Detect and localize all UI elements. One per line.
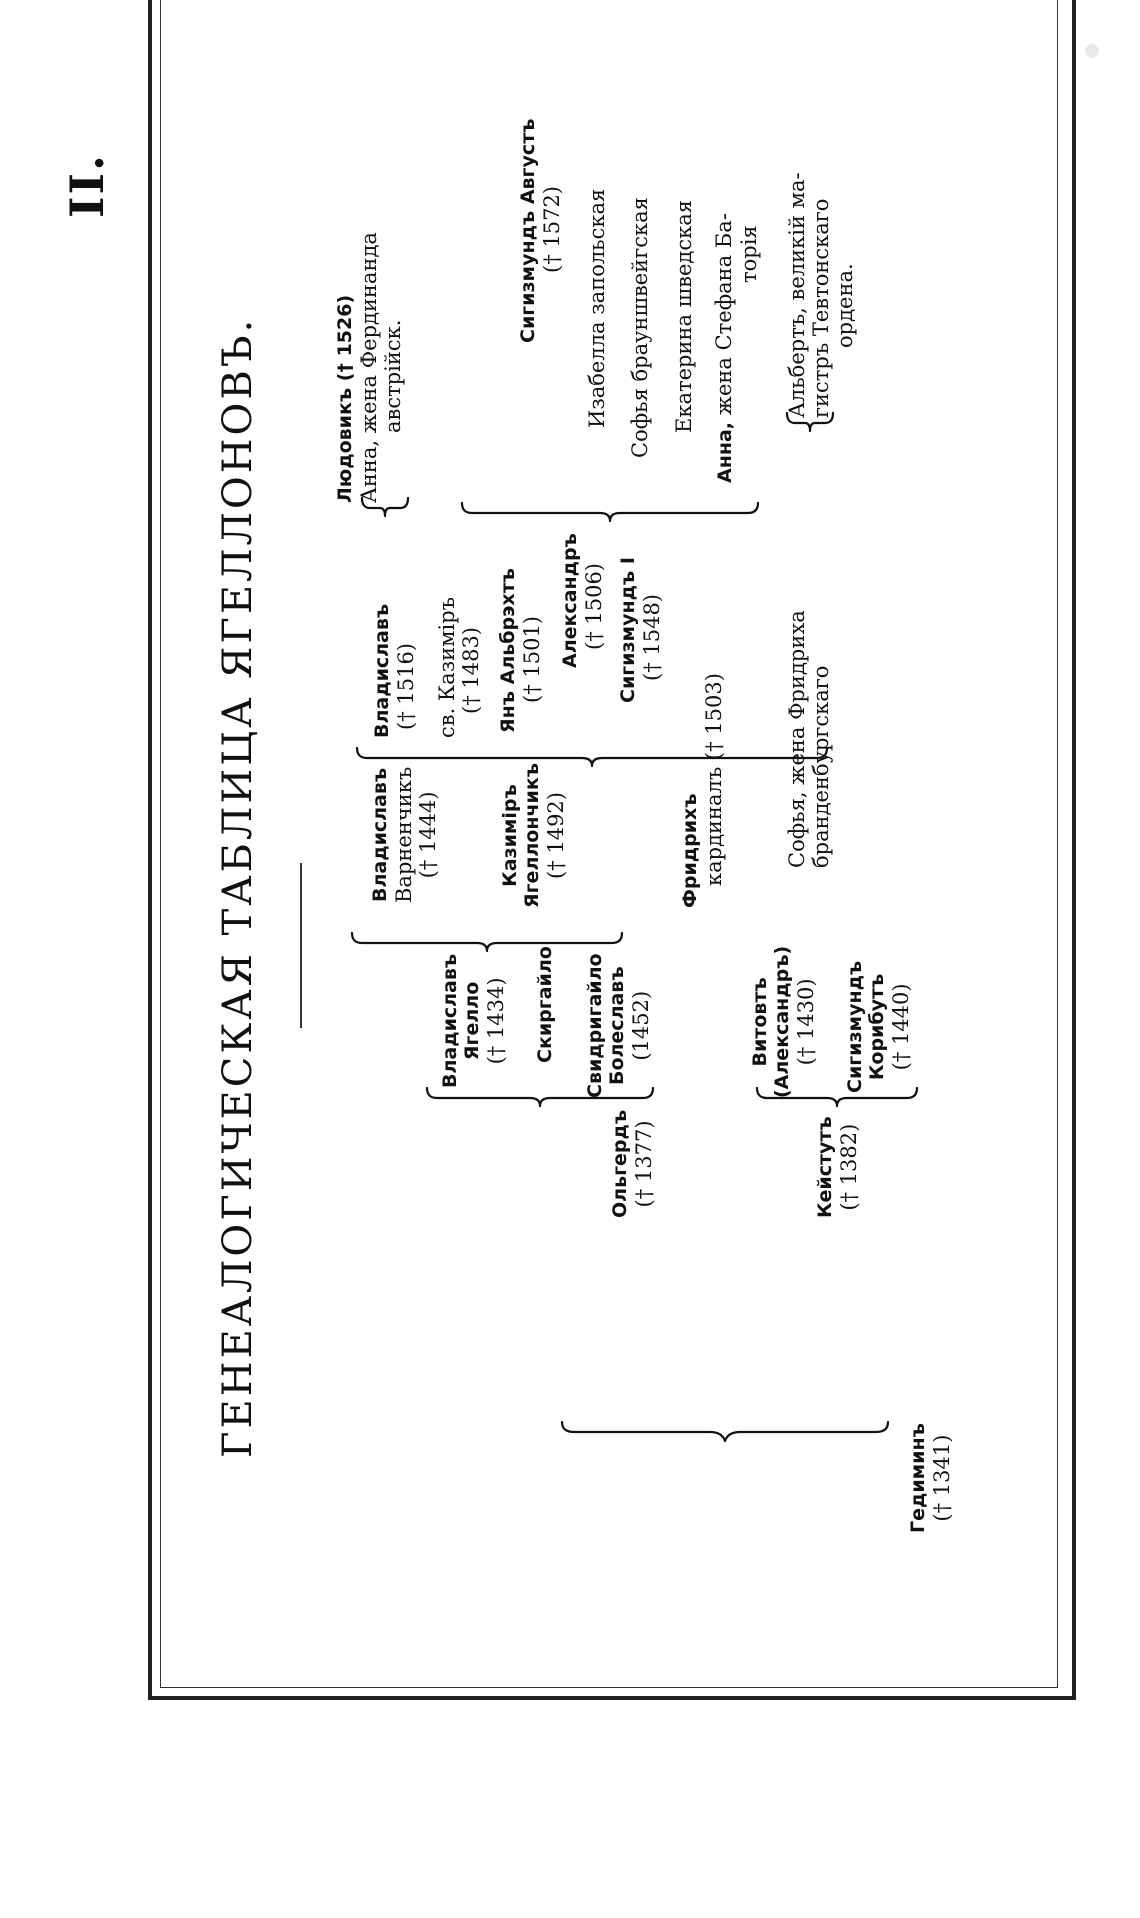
person-date: († 1492) bbox=[543, 792, 568, 880]
brace-yagello-children bbox=[350, 929, 625, 953]
person-name-2: Варненчикъ bbox=[391, 766, 416, 903]
person-name: св. Казимiръ bbox=[435, 596, 459, 738]
person-name-2: (Александръ) bbox=[770, 945, 793, 1098]
person-name: Владиславъ bbox=[369, 767, 391, 902]
person-keistut bbox=[815, 1116, 861, 1218]
person-fridrich bbox=[680, 673, 726, 908]
person-date: († 1483) bbox=[459, 626, 484, 714]
title-rule bbox=[300, 863, 302, 1028]
person-name-rest: жена Стефана Ба- bbox=[712, 213, 736, 422]
person-yan-albrecht bbox=[498, 568, 544, 733]
person-name-2: Болеславъ bbox=[605, 966, 628, 1086]
person-name: Александръ bbox=[559, 533, 581, 668]
person-name: Сигизмундъ bbox=[844, 960, 866, 1093]
person-name: Владиславъ bbox=[439, 953, 461, 1088]
person-sigismund-koribut bbox=[845, 961, 913, 1093]
person-date: († 1382) bbox=[836, 1123, 861, 1211]
person-name: Казимiръ bbox=[499, 784, 521, 887]
person-vitovt bbox=[750, 946, 818, 1098]
brace-sigismund-i-children bbox=[460, 499, 760, 523]
person-skirgailo bbox=[535, 946, 557, 1063]
person-name-2: Анна, жена Фердинанда bbox=[356, 232, 381, 503]
plate-number: II. bbox=[60, 152, 114, 218]
person-name: Ольгердъ bbox=[609, 1109, 631, 1218]
person-varnenchik bbox=[370, 767, 440, 903]
person-name: Кейстутъ bbox=[814, 1116, 836, 1218]
person-sigismund-i bbox=[618, 557, 664, 703]
person-gediminas bbox=[908, 1423, 954, 1533]
person-date: († 1377) bbox=[631, 1120, 656, 1208]
person-title: кардиналъ († 1503) bbox=[701, 673, 726, 886]
person-name: Сигизмундъ I bbox=[617, 557, 639, 703]
person-svidrigailo bbox=[585, 953, 653, 1098]
person-name: Анна, bbox=[714, 422, 736, 483]
person-date: († 1440) bbox=[888, 983, 913, 1071]
person-olgerd bbox=[610, 1110, 656, 1218]
person-vladislav bbox=[372, 604, 418, 738]
person-ekaterina bbox=[672, 200, 696, 433]
person-name-2: Ягелло bbox=[460, 981, 483, 1061]
brace-gediminas-children bbox=[560, 1419, 890, 1445]
person-name-2: гистръ Тевтонскаго bbox=[809, 198, 834, 418]
person-date: († 1572) bbox=[539, 185, 564, 273]
brace-kazimir-children bbox=[355, 744, 830, 768]
person-name-2: торiя bbox=[736, 225, 761, 283]
person-name: Сигизмундъ Августъ bbox=[517, 118, 539, 343]
person-date: († 1341) bbox=[929, 1434, 954, 1522]
person-name: Людовикъ († 1526) bbox=[334, 294, 356, 503]
person-name: Екатерина шведская bbox=[672, 199, 696, 433]
person-name-3: австрiйск. bbox=[380, 319, 405, 433]
person-anna-batory bbox=[712, 213, 761, 483]
person-date: († 1444) bbox=[415, 791, 440, 879]
person-date: († 1434) bbox=[483, 977, 508, 1065]
person-date: (1452) bbox=[628, 990, 653, 1061]
person-name-3: ордена. bbox=[833, 263, 858, 348]
person-yagello bbox=[440, 954, 508, 1088]
person-name: Альбертъ, великiй ма- bbox=[785, 172, 809, 418]
person-name: Скиргайло bbox=[534, 946, 556, 1063]
person-ludovik-anna bbox=[335, 232, 405, 503]
person-date: († 1548) bbox=[639, 593, 664, 681]
person-sofia-brandenburg bbox=[785, 610, 833, 868]
person-name: Владиславъ bbox=[371, 603, 393, 738]
person-date: († 1501) bbox=[519, 615, 544, 703]
person-name-2: бранденбургскаго bbox=[809, 665, 834, 868]
person-sv-kazimir bbox=[435, 597, 483, 738]
person-name: Янъ Альбрэхтъ bbox=[497, 568, 519, 733]
paper-smudge bbox=[1085, 44, 1099, 58]
person-date: († 1430) bbox=[793, 978, 818, 1066]
person-sigismund-august bbox=[518, 119, 564, 343]
person-name-2: Корибутъ bbox=[865, 973, 888, 1081]
person-alexander bbox=[560, 533, 606, 668]
person-name: Софья брауншвейгская bbox=[628, 197, 652, 458]
person-kazimir-yagellonchik bbox=[500, 763, 568, 908]
person-albrecht bbox=[785, 172, 857, 418]
person-name: Изабелла запольская bbox=[585, 188, 609, 428]
table-title: ГЕНЕАЛОГИЧЕСКАЯ ТАБЛИЦА ЯГЕЛЛОНОВЪ. bbox=[215, 316, 261, 1458]
person-date: († 1516) bbox=[393, 642, 418, 730]
person-name: Витовтъ bbox=[749, 977, 771, 1067]
person-name: Фридрихъ bbox=[679, 793, 701, 908]
person-sofia-brunswick bbox=[628, 197, 652, 458]
person-name: Свидригайло bbox=[584, 953, 606, 1098]
person-isabella bbox=[585, 189, 609, 428]
person-date: († 1506) bbox=[581, 562, 606, 650]
person-name: Гедиминъ bbox=[907, 1423, 929, 1533]
person-name-2: Ягеллончикъ bbox=[520, 763, 543, 908]
person-name: Софья, жена Фридриха bbox=[785, 610, 809, 868]
